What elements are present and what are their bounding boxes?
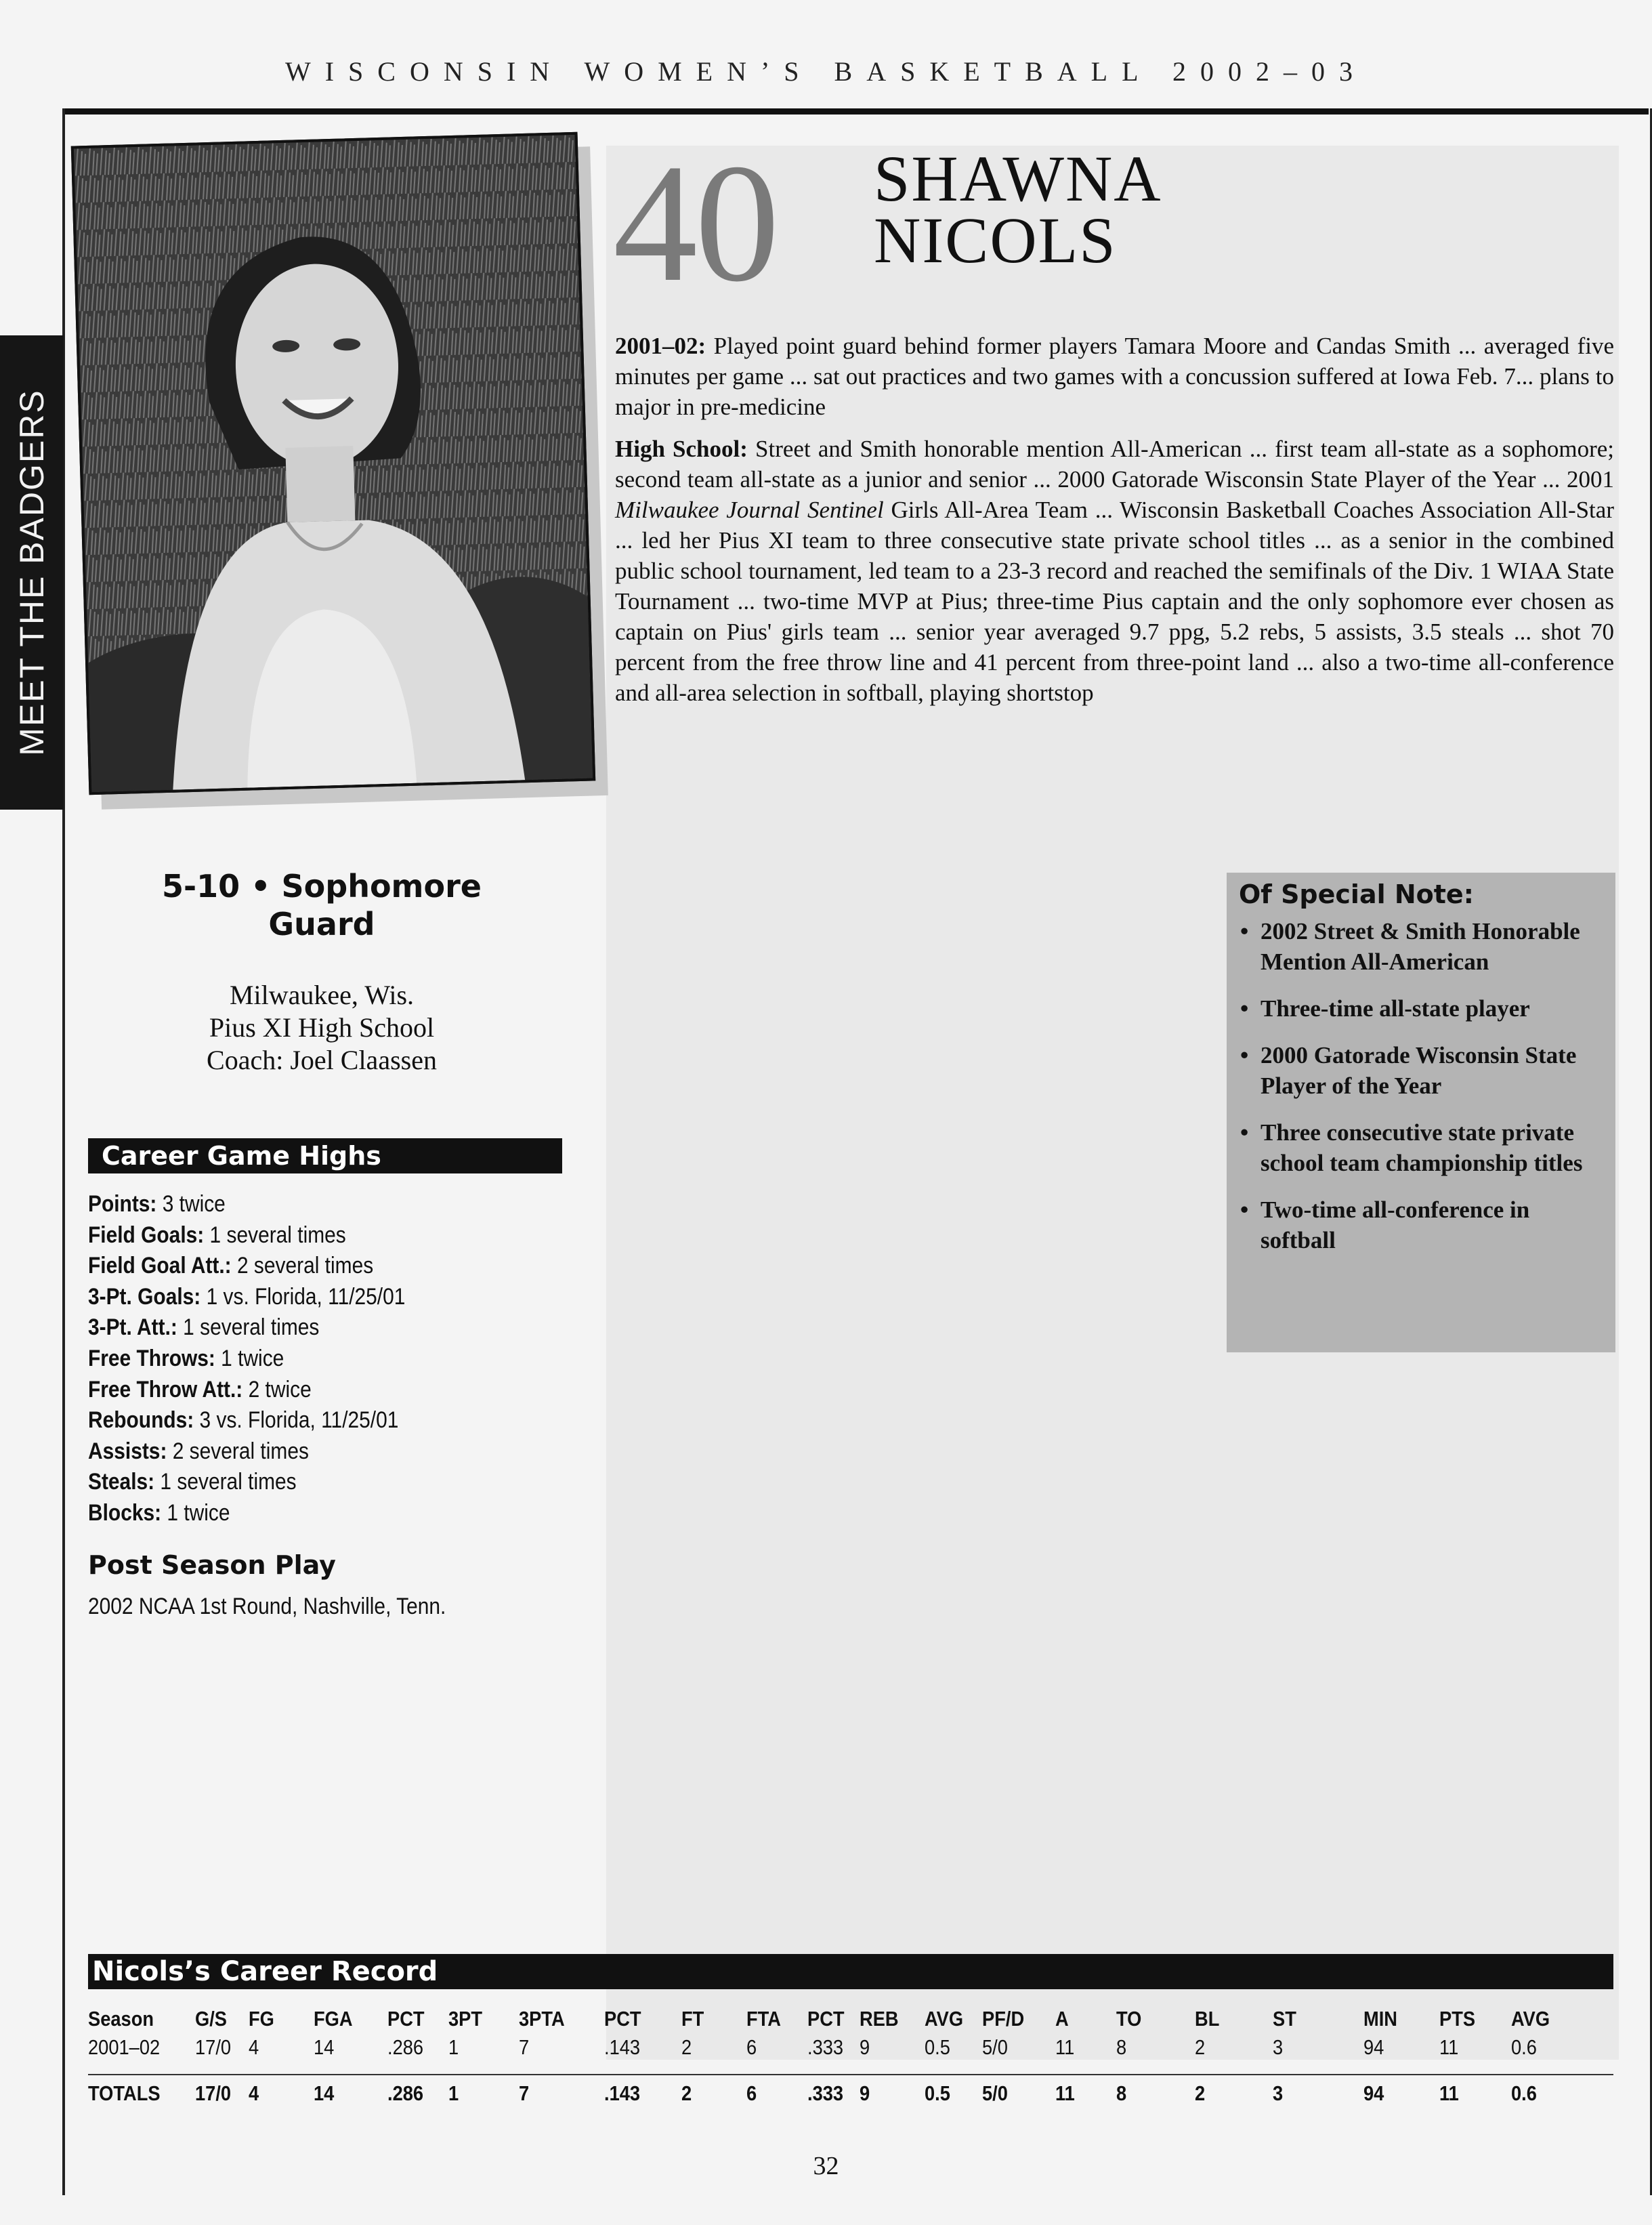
bio-newspaper-title: Milwaukee Journal Sentinel bbox=[615, 497, 884, 523]
post-season-title: Post Season Play bbox=[88, 1550, 336, 1580]
table-cell: PCT bbox=[807, 2007, 845, 2031]
table-divider bbox=[88, 2074, 1613, 2075]
table-cell: AVG bbox=[925, 2007, 964, 2031]
table-cell: 6 bbox=[746, 2081, 757, 2105]
table-cell: FG bbox=[249, 2007, 274, 2031]
player-last-name: NICOLS bbox=[874, 204, 1117, 277]
table-cell: 2 bbox=[1195, 2035, 1206, 2059]
table-cell: 4 bbox=[249, 2081, 259, 2105]
table-cell: PF/D bbox=[982, 2007, 1025, 2031]
special-note-item: • Three consecutive state private school team championship titles bbox=[1240, 1117, 1599, 1178]
height-class: 5-10 • Sophomore bbox=[162, 868, 482, 904]
table-cell: AVG bbox=[1511, 2007, 1550, 2031]
career-high-item: Points: 3 twice bbox=[88, 1191, 226, 1217]
special-note-item: • Three-time all-state player bbox=[1240, 993, 1599, 1024]
bio-2001-02-text: Played point guard behind former players Tamara Moore and Candas Smith ... averaged five minutes per game ... sat out practices and two games with a concussion suffered at Iowa Feb. 7... plans to major in pre-medicine bbox=[615, 333, 1614, 420]
career-high-item: Assists: 2 several times bbox=[88, 1438, 309, 1464]
jersey-number: 40 bbox=[613, 129, 777, 317]
table-cell: 2 bbox=[681, 2081, 692, 2105]
career-high-item: Field Goal Att.: 2 several times bbox=[88, 1253, 374, 1279]
table-cell: 3 bbox=[1273, 2035, 1284, 2059]
bio-high-school-text-a: Street and Smith honorable mention All-American ... first team all-state as a sophomore; second team all-state as a junior and senior ... 2000 Gatorade Wisconsin State Player of the Year ... 2001 bbox=[615, 436, 1614, 493]
player-name bbox=[874, 142, 1162, 277]
table-cell: 0.5 bbox=[925, 2081, 950, 2105]
table-cell: PCT bbox=[604, 2007, 641, 2031]
coach: Coach: Joel Claassen bbox=[207, 1045, 437, 1075]
bio-high-school-label: High School: bbox=[615, 436, 748, 462]
table-cell: 5/0 bbox=[982, 2035, 1008, 2059]
table-cell: PTS bbox=[1439, 2007, 1476, 2031]
career-high-item: Free Throws: 1 twice bbox=[88, 1345, 284, 1371]
bio-2001-02-label: 2001–02: bbox=[615, 333, 706, 359]
player-photo-image bbox=[74, 135, 593, 792]
special-note-box bbox=[1227, 873, 1615, 1352]
table-cell: 14 bbox=[314, 2081, 335, 2105]
table-cell: 7 bbox=[519, 2081, 530, 2105]
table-cell: FTA bbox=[746, 2007, 782, 2031]
career-record-title: Nicols’s Career Record bbox=[88, 1954, 1613, 1989]
bullet-icon: • bbox=[1240, 1042, 1249, 1068]
table-cell: .143 bbox=[604, 2035, 641, 2059]
table-cell: 2001–02 bbox=[88, 2035, 161, 2059]
table-cell: FT bbox=[681, 2007, 704, 2031]
table-cell: .286 bbox=[387, 2081, 424, 2105]
table-cell: 4 bbox=[249, 2035, 259, 2059]
table-cell: 1 bbox=[448, 2035, 459, 2059]
table-cell: PCT bbox=[387, 2007, 425, 2031]
player-bio bbox=[615, 331, 1614, 720]
table-cell: 11 bbox=[1439, 2081, 1459, 2105]
table-cell: TOTALS bbox=[88, 2081, 161, 2105]
player-first-name: SHAWNA bbox=[874, 142, 1162, 215]
special-note-item: • 2002 Street & Smith Honorable Mention All-American bbox=[1240, 916, 1599, 977]
table-cell: MIN bbox=[1363, 2007, 1398, 2031]
career-high-item: Blocks: 1 twice bbox=[88, 1499, 230, 1526]
special-note-item: • 2000 Gatorade Wisconsin State Player of the Year bbox=[1240, 1040, 1599, 1101]
table-cell: 7 bbox=[519, 2035, 530, 2059]
table-cell: 3PT bbox=[448, 2007, 483, 2031]
table-cell: 94 bbox=[1363, 2081, 1384, 2105]
career-high-item: Rebounds: 3 vs. Florida, 11/25/01 bbox=[88, 1407, 399, 1434]
table-cell: REB bbox=[860, 2007, 899, 2031]
table-cell: 8 bbox=[1116, 2035, 1127, 2059]
hometown: Milwaukee, Wis. bbox=[229, 980, 415, 1010]
table-cell: 11 bbox=[1055, 2081, 1075, 2105]
table-cell: 5/0 bbox=[982, 2081, 1008, 2105]
table-cell: 1 bbox=[448, 2081, 459, 2105]
bio-high-school bbox=[615, 434, 1614, 708]
table-cell: 6 bbox=[746, 2035, 757, 2059]
table-cell: ST bbox=[1273, 2007, 1296, 2031]
career-highs-title: Career Game Highs bbox=[88, 1138, 562, 1173]
side-tab-label: MEET THE BADGERS bbox=[13, 389, 51, 756]
table-cell: 17/0 bbox=[195, 2081, 232, 2105]
table-cell: 14 bbox=[314, 2035, 335, 2059]
table-cell: 17/0 bbox=[195, 2035, 232, 2059]
table-row bbox=[88, 2035, 1612, 2062]
table-cell: TO bbox=[1116, 2007, 1142, 2031]
running-header: WISCONSIN WOMEN’S BASKETBALL 2002–03 bbox=[284, 56, 1368, 87]
player-origin bbox=[88, 979, 555, 1077]
table-cell: .286 bbox=[387, 2035, 424, 2059]
table-cell: 3 bbox=[1273, 2081, 1284, 2105]
table-cell: 0.5 bbox=[925, 2035, 950, 2059]
table-cell: .143 bbox=[604, 2081, 641, 2105]
table-cell: 11 bbox=[1055, 2035, 1075, 2059]
bio-2001-02 bbox=[615, 331, 1614, 422]
table-header-row bbox=[88, 2007, 1612, 2034]
career-high-item: Free Throw Att.: 2 twice bbox=[88, 1376, 312, 1402]
table-cell: 2 bbox=[681, 2035, 692, 2059]
career-high-item: 3-Pt. Att.: 1 several times bbox=[88, 1314, 320, 1341]
high-school: Pius XI High School bbox=[209, 1012, 435, 1043]
section-side-tab bbox=[0, 335, 64, 810]
post-season-text: 2002 NCAA 1st Round, Nashville, Tenn. bbox=[88, 1594, 446, 1619]
player-photo bbox=[71, 132, 595, 795]
table-cell: 9 bbox=[860, 2081, 870, 2105]
table-cell: 0.6 bbox=[1511, 2035, 1537, 2059]
table-cell: .333 bbox=[807, 2035, 844, 2059]
special-note-title: Of Special Note: bbox=[1239, 879, 1474, 909]
table-totals-row bbox=[88, 2081, 1612, 2108]
table-cell: 8 bbox=[1116, 2081, 1127, 2105]
career-high-item: Field Goals: 1 several times bbox=[88, 1222, 346, 1248]
bullet-icon: • bbox=[1240, 995, 1249, 1022]
career-high-item: Steals: 1 several times bbox=[88, 1469, 297, 1495]
special-note-list bbox=[1240, 916, 1599, 1272]
player-class-position bbox=[88, 867, 555, 943]
table-cell: G/S bbox=[195, 2007, 227, 2031]
bullet-icon: • bbox=[1240, 1119, 1249, 1146]
bio-high-school-text-b: Girls All-Area Team ... Wisconsin Basketball Coaches Association All-Star ... led her Pius XI team to three consecutive state private school titles ... as a senior in the combined public school tournament, led team to a 23-3 record and reached the semifinals of the Div. 1 WIAA State Tournament ... two-time MVP at Pius; three-time Pius captain and the only sophomore ever chosen as captain on Pius' girls team ... senior year averaged 9.7 ppg, 5.2 rebs, 5 assists, 3.5 steals ... shot 70 percent from the free throw line and 41 percent from three-point land ... also a two-time all-conference and all-area selection in softball, playing shortstop bbox=[615, 497, 1614, 706]
career-highs-list bbox=[88, 1189, 405, 1529]
page-number: 32 bbox=[813, 2152, 839, 2180]
career-high-item: 3-Pt. Goals: 1 vs. Florida, 11/25/01 bbox=[88, 1283, 406, 1310]
table-cell: 11 bbox=[1439, 2035, 1459, 2059]
table-cell: 9 bbox=[860, 2035, 870, 2059]
position: Guard bbox=[268, 906, 375, 942]
table-cell: .333 bbox=[807, 2081, 844, 2105]
table-cell: Season bbox=[88, 2007, 154, 2031]
table-cell: 3PTA bbox=[519, 2007, 565, 2031]
table-cell: 2 bbox=[1195, 2081, 1206, 2105]
table-cell: BL bbox=[1195, 2007, 1220, 2031]
special-note-item: • Two-time all-conference in softball bbox=[1240, 1194, 1599, 1255]
table-cell: A bbox=[1055, 2007, 1069, 2031]
table-cell: 0.6 bbox=[1511, 2081, 1537, 2105]
table-cell: FGA bbox=[314, 2007, 353, 2031]
table-cell: 94 bbox=[1363, 2035, 1384, 2059]
bullet-icon: • bbox=[1240, 918, 1249, 944]
bullet-icon: • bbox=[1240, 1197, 1249, 1223]
